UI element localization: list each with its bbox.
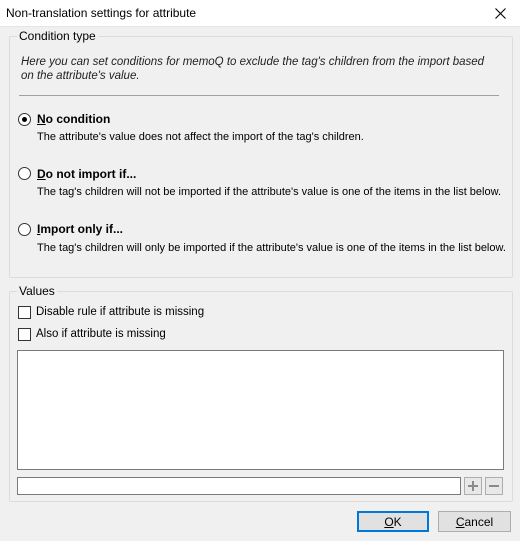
condition-type-description: Here you can set conditions for memoQ to exclude the tag's children from the import based on the attribute's value. xyxy=(21,56,485,82)
do-not-import-if-label[interactable]: Do not import if... xyxy=(37,167,137,181)
do-not-import-if-description: The tag's children will not be imported if the attribute's value is one of the items in the list below. xyxy=(37,186,501,198)
ok-mnemonic: O xyxy=(384,514,394,529)
condition-type-group xyxy=(9,29,513,278)
window-title: Non-translation settings for attribute xyxy=(6,6,197,20)
separator xyxy=(19,95,499,96)
values-legend: Values xyxy=(19,284,55,298)
disable-rule-label[interactable]: Disable rule if attribute is missing xyxy=(36,306,205,318)
no-condition-label[interactable]: No condition xyxy=(37,112,111,126)
do-not-import-if-radio[interactable] xyxy=(18,167,31,180)
no-condition-radio[interactable] xyxy=(18,113,31,126)
cancel-mnemonic: C xyxy=(455,514,465,529)
ok-label-rest: K xyxy=(393,514,402,529)
ok-button[interactable] xyxy=(357,511,429,532)
cancel-label-rest: ancel xyxy=(464,514,494,529)
plus-icon xyxy=(467,480,479,492)
import-only-if-description: The tag's children will only be imported if the attribute's value is one of the items in the list below. xyxy=(37,242,506,254)
condition-type-legend: Condition type xyxy=(19,29,96,43)
no-condition-description: The attribute's value does not affect the import of the tag's children. xyxy=(37,131,364,143)
also-if-missing-checkbox[interactable] xyxy=(18,328,31,341)
also-if-missing-label[interactable]: Also if attribute is missing xyxy=(36,328,166,340)
value-input[interactable] xyxy=(17,477,461,495)
title-bar xyxy=(0,0,520,27)
values-list[interactable] xyxy=(17,350,504,470)
cancel-button[interactable] xyxy=(438,511,511,532)
add-value-button[interactable] xyxy=(464,477,482,495)
disable-rule-checkbox[interactable] xyxy=(18,306,31,319)
close-icon xyxy=(495,8,506,19)
import-only-if-label[interactable]: Import only if... xyxy=(37,222,124,236)
minus-icon xyxy=(488,480,500,492)
close-button[interactable] xyxy=(480,0,520,26)
remove-value-button[interactable] xyxy=(485,477,503,495)
import-only-if-radio[interactable] xyxy=(18,223,31,236)
